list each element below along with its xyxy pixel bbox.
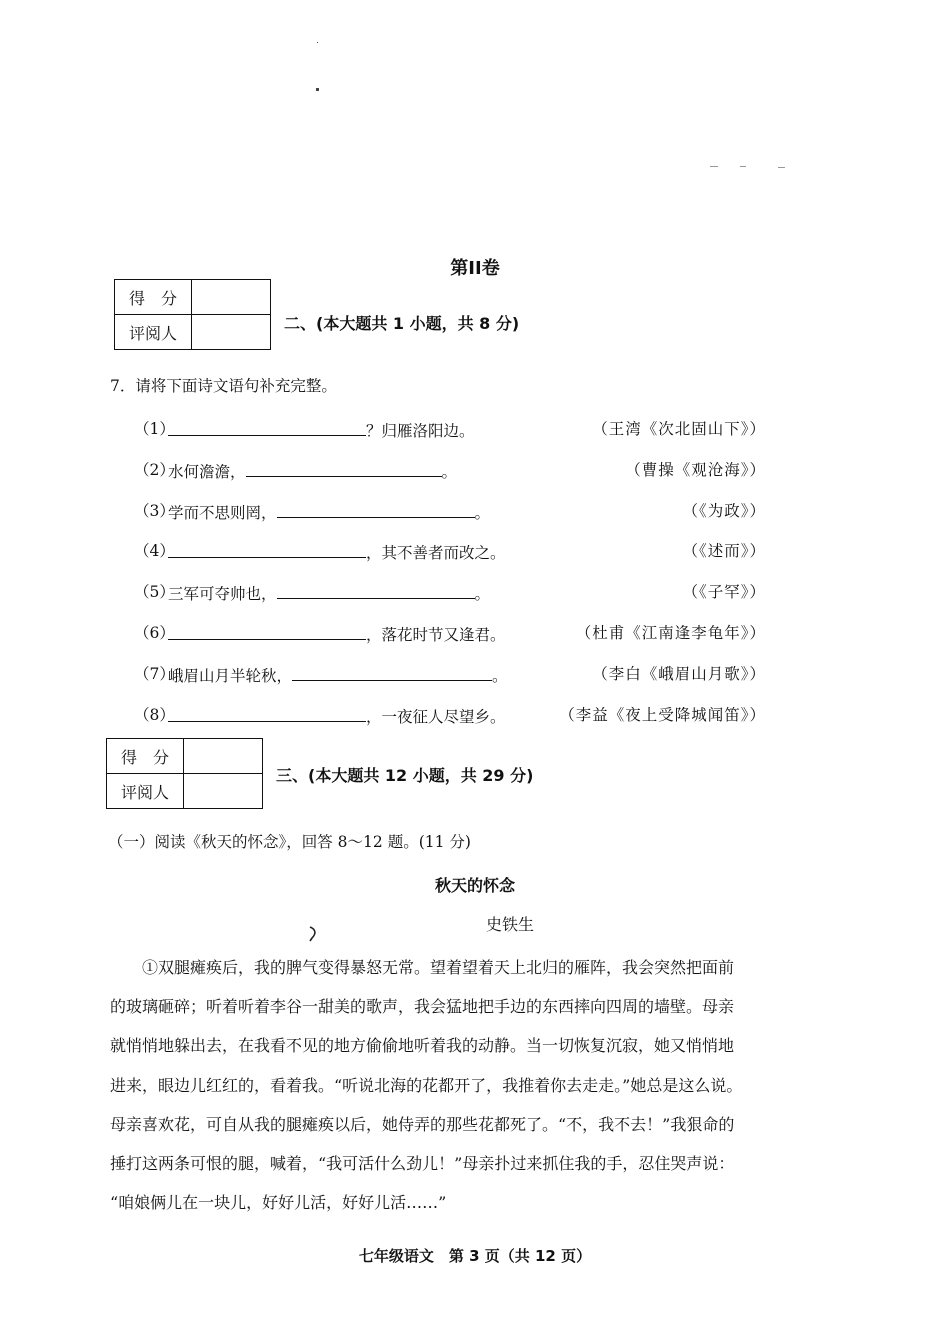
item-number: （3） <box>134 502 175 520</box>
item-source: （王湾《次北固山下》） <box>592 420 766 438</box>
section-title: 第II卷 <box>450 258 500 279</box>
item-text-after: ？归雁洛阳边。 <box>366 422 475 440</box>
fill-item-7 <box>134 662 766 686</box>
reviewer-label: 评阅人 <box>107 774 184 809</box>
fill-item-6 <box>134 621 766 645</box>
item-source: （《子罕》） <box>682 583 766 601</box>
scan-speck <box>710 166 718 167</box>
item-source: （曹操《观沧海》） <box>625 461 766 479</box>
reviewer-field[interactable] <box>184 774 263 809</box>
answer-blank[interactable] <box>277 580 475 599</box>
pen-mark <box>306 924 320 944</box>
score-field[interactable] <box>192 280 271 315</box>
scan-speck <box>316 88 319 91</box>
item-number: （2） <box>134 461 175 479</box>
fill-item-3 <box>134 499 766 523</box>
question-stem: 7．请将下面诗文语句补充完整。 <box>110 377 337 395</box>
scan-speck <box>317 42 318 43</box>
item-text-before: 学而不思则罔， <box>168 504 277 522</box>
part2-heading: 二、(本大题共 1 小题，共 8 分) <box>284 314 520 333</box>
item-source: （《为政》） <box>682 502 766 520</box>
answer-blank[interactable] <box>168 703 366 722</box>
score-box <box>114 279 271 350</box>
fill-item-2 <box>134 458 766 482</box>
passage-line: 母亲喜欢花，可自从我的腿瘫痪以后，她侍弄的那些花都死了。“不，我不去！”我狠命的 <box>110 1114 735 1134</box>
reviewer-field[interactable] <box>192 315 271 350</box>
article-passage <box>110 948 770 1222</box>
passage-line: 进来，眼边儿红红的，看着我。“听说北海的花都开了，我推着你去走走。”她总是这么说。 <box>110 1075 743 1095</box>
answer-blank[interactable] <box>277 499 475 518</box>
answer-blank[interactable] <box>168 621 366 640</box>
page-footer: 七年级语文 第 3 页（共 12 页） <box>358 1247 592 1265</box>
item-number: （5） <box>134 583 175 601</box>
scan-speck <box>740 166 746 167</box>
item-source: （《述而》） <box>682 542 766 560</box>
item-source: （李益《夜上受降城闻笛》） <box>559 706 766 724</box>
score-box <box>106 738 263 809</box>
item-text-after: 。 <box>492 667 508 685</box>
scan-speck <box>778 167 785 168</box>
passage-line: ①双腿瘫痪后，我的脾气变得暴怒无常。望着望着天上北归的雁阵，我会突然把面前 <box>110 958 735 977</box>
answer-blank[interactable] <box>168 417 366 436</box>
item-text-after: 。 <box>474 504 491 522</box>
reading-heading: （一）阅读《秋天的怀念》，回答 8～12 题。(11 分) <box>108 833 471 851</box>
answer-blank[interactable] <box>246 458 442 477</box>
item-number: （7） <box>134 665 175 683</box>
passage-line: “咱娘俩儿在一块儿，好好儿活，好好儿活……” <box>110 1193 447 1213</box>
item-text-before: 水何澹澹， <box>168 463 246 481</box>
passage-line: 就悄悄地躲出去，在我看不见的地方偷偷地听着我的动静。当一切恢复沉寂，她又悄悄地 <box>110 1036 735 1056</box>
fill-item-4 <box>134 539 766 563</box>
item-text-after: ，一夜征人尽望乡。 <box>366 708 506 726</box>
item-text-after: ，落花时节又逢君。 <box>366 626 506 644</box>
reviewer-label: 评阅人 <box>115 315 192 350</box>
answer-blank[interactable] <box>168 539 366 558</box>
passage-line: 的玻璃砸碎；听着听着李谷一甜美的歌声，我会猛地把手边的东西摔向四周的墙壁。母亲 <box>110 997 735 1017</box>
item-source: （杜甫《江南逢李龟年》） <box>575 624 766 642</box>
score-label: 得 分 <box>107 739 184 774</box>
item-text-before: 三军可夺帅也， <box>168 585 277 603</box>
passage-line: 捶打这两条可恨的腿，喊着，“我可活什么劲儿！”母亲扑过来抓住我的手，忍住哭声说： <box>110 1153 735 1173</box>
item-number: （6） <box>134 624 175 642</box>
article-title: 秋天的怀念 <box>434 876 515 895</box>
answer-blank[interactable] <box>292 662 492 681</box>
part3-heading: 三、(本大题共 12 小题，共 29 分) <box>276 766 534 785</box>
item-number: （4） <box>134 542 175 560</box>
item-text-after: ，其不善者而改之。 <box>366 544 506 562</box>
score-field[interactable] <box>184 739 263 774</box>
fill-item-5 <box>134 580 766 604</box>
item-source: （李白《峨眉山月歌》） <box>592 665 766 683</box>
fill-item-1 <box>134 417 766 441</box>
article-author: 史铁生 <box>486 915 535 934</box>
item-text-after: 。 <box>474 585 491 603</box>
item-number: （1） <box>134 420 175 438</box>
item-text-after: 。 <box>441 463 458 481</box>
item-number: （8） <box>134 706 175 724</box>
item-text-before: 峨眉山月半轮秋， <box>168 667 293 685</box>
fill-item-8 <box>134 703 766 727</box>
score-label: 得 分 <box>115 280 192 315</box>
